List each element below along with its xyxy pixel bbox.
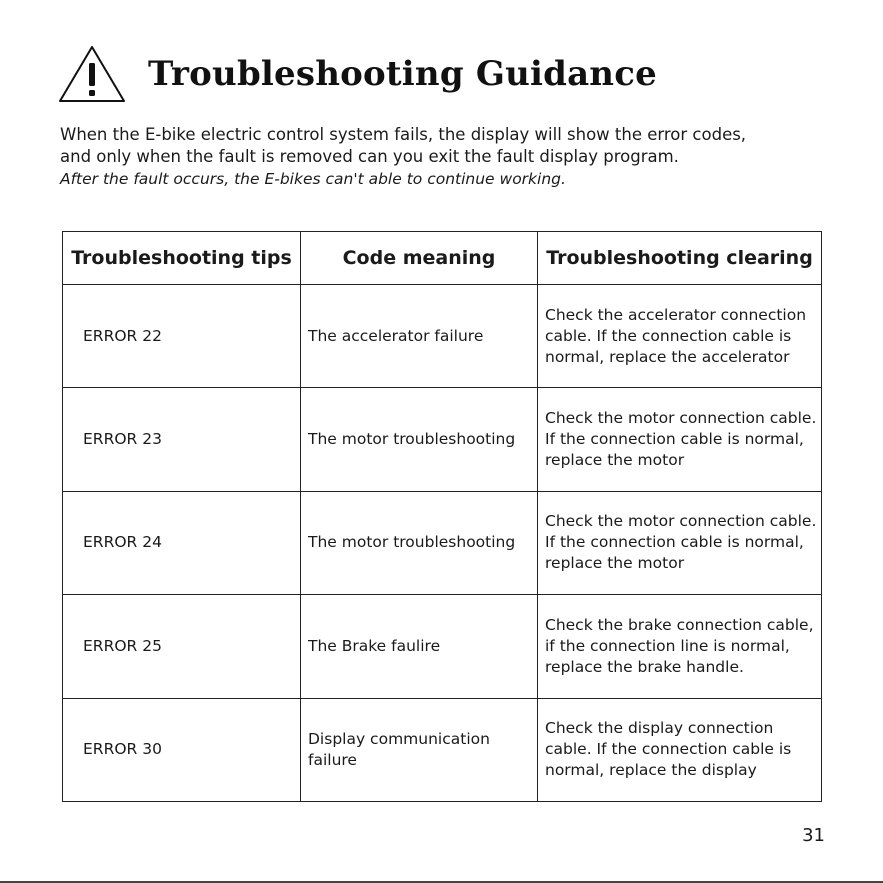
clearing-cell: Check the motor connection cable. If the connection cable is normal, replace the motor [538, 491, 822, 594]
table-header-row [63, 232, 822, 285]
table-row [63, 388, 822, 491]
intro-line-1: When the E-bike electric control system fails, the display will show the error codes, [60, 125, 747, 144]
error-code-cell: ERROR 25 [63, 595, 301, 698]
error-code-cell: ERROR 22 [63, 285, 301, 388]
title-row [58, 44, 657, 104]
table-row [63, 595, 822, 698]
code-meaning-cell: Display communication failure [301, 698, 538, 801]
clearing-cell: Check the brake connection cable, if the connection line is normal, replace the brake handle. [538, 595, 822, 698]
clearing-cell: Check the motor connection cable. If the connection cable is normal, replace the motor [538, 388, 822, 491]
page-number: 31 [802, 825, 825, 846]
intro-line-2: and only when the fault is removed can you exit the fault display program. [60, 147, 679, 166]
header-troubleshooting-clearing: Troubleshooting clearing [538, 232, 822, 285]
error-code-cell: ERROR 24 [63, 491, 301, 594]
page-title: Troubleshooting Guidance [148, 54, 657, 94]
code-meaning-cell: The motor troubleshooting [301, 388, 538, 491]
header-troubleshooting-tips: Troubleshooting tips [63, 232, 301, 285]
code-meaning-cell: The motor troubleshooting [301, 491, 538, 594]
table-row [63, 491, 822, 594]
clearing-cell: Check the display connection cable. If the connection cable is normal, replace the display [538, 698, 822, 801]
error-code-cell: ERROR 30 [63, 698, 301, 801]
code-meaning-cell: The accelerator failure [301, 285, 538, 388]
intro-text [60, 124, 840, 190]
intro-note: After the fault occurs, the E-bikes can't able to continue working. [60, 170, 566, 188]
header-code-meaning: Code meaning [301, 232, 538, 285]
error-code-cell: ERROR 23 [63, 388, 301, 491]
table-row [63, 698, 822, 801]
clearing-cell: Check the accelerator connection cable. If the connection cable is normal, replace the accelerator [538, 285, 822, 388]
error-code-table [62, 231, 822, 802]
warning-triangle-icon [58, 44, 126, 104]
table-row [63, 285, 822, 388]
code-meaning-cell: The Brake faulire [301, 595, 538, 698]
bottom-divider [0, 881, 883, 883]
